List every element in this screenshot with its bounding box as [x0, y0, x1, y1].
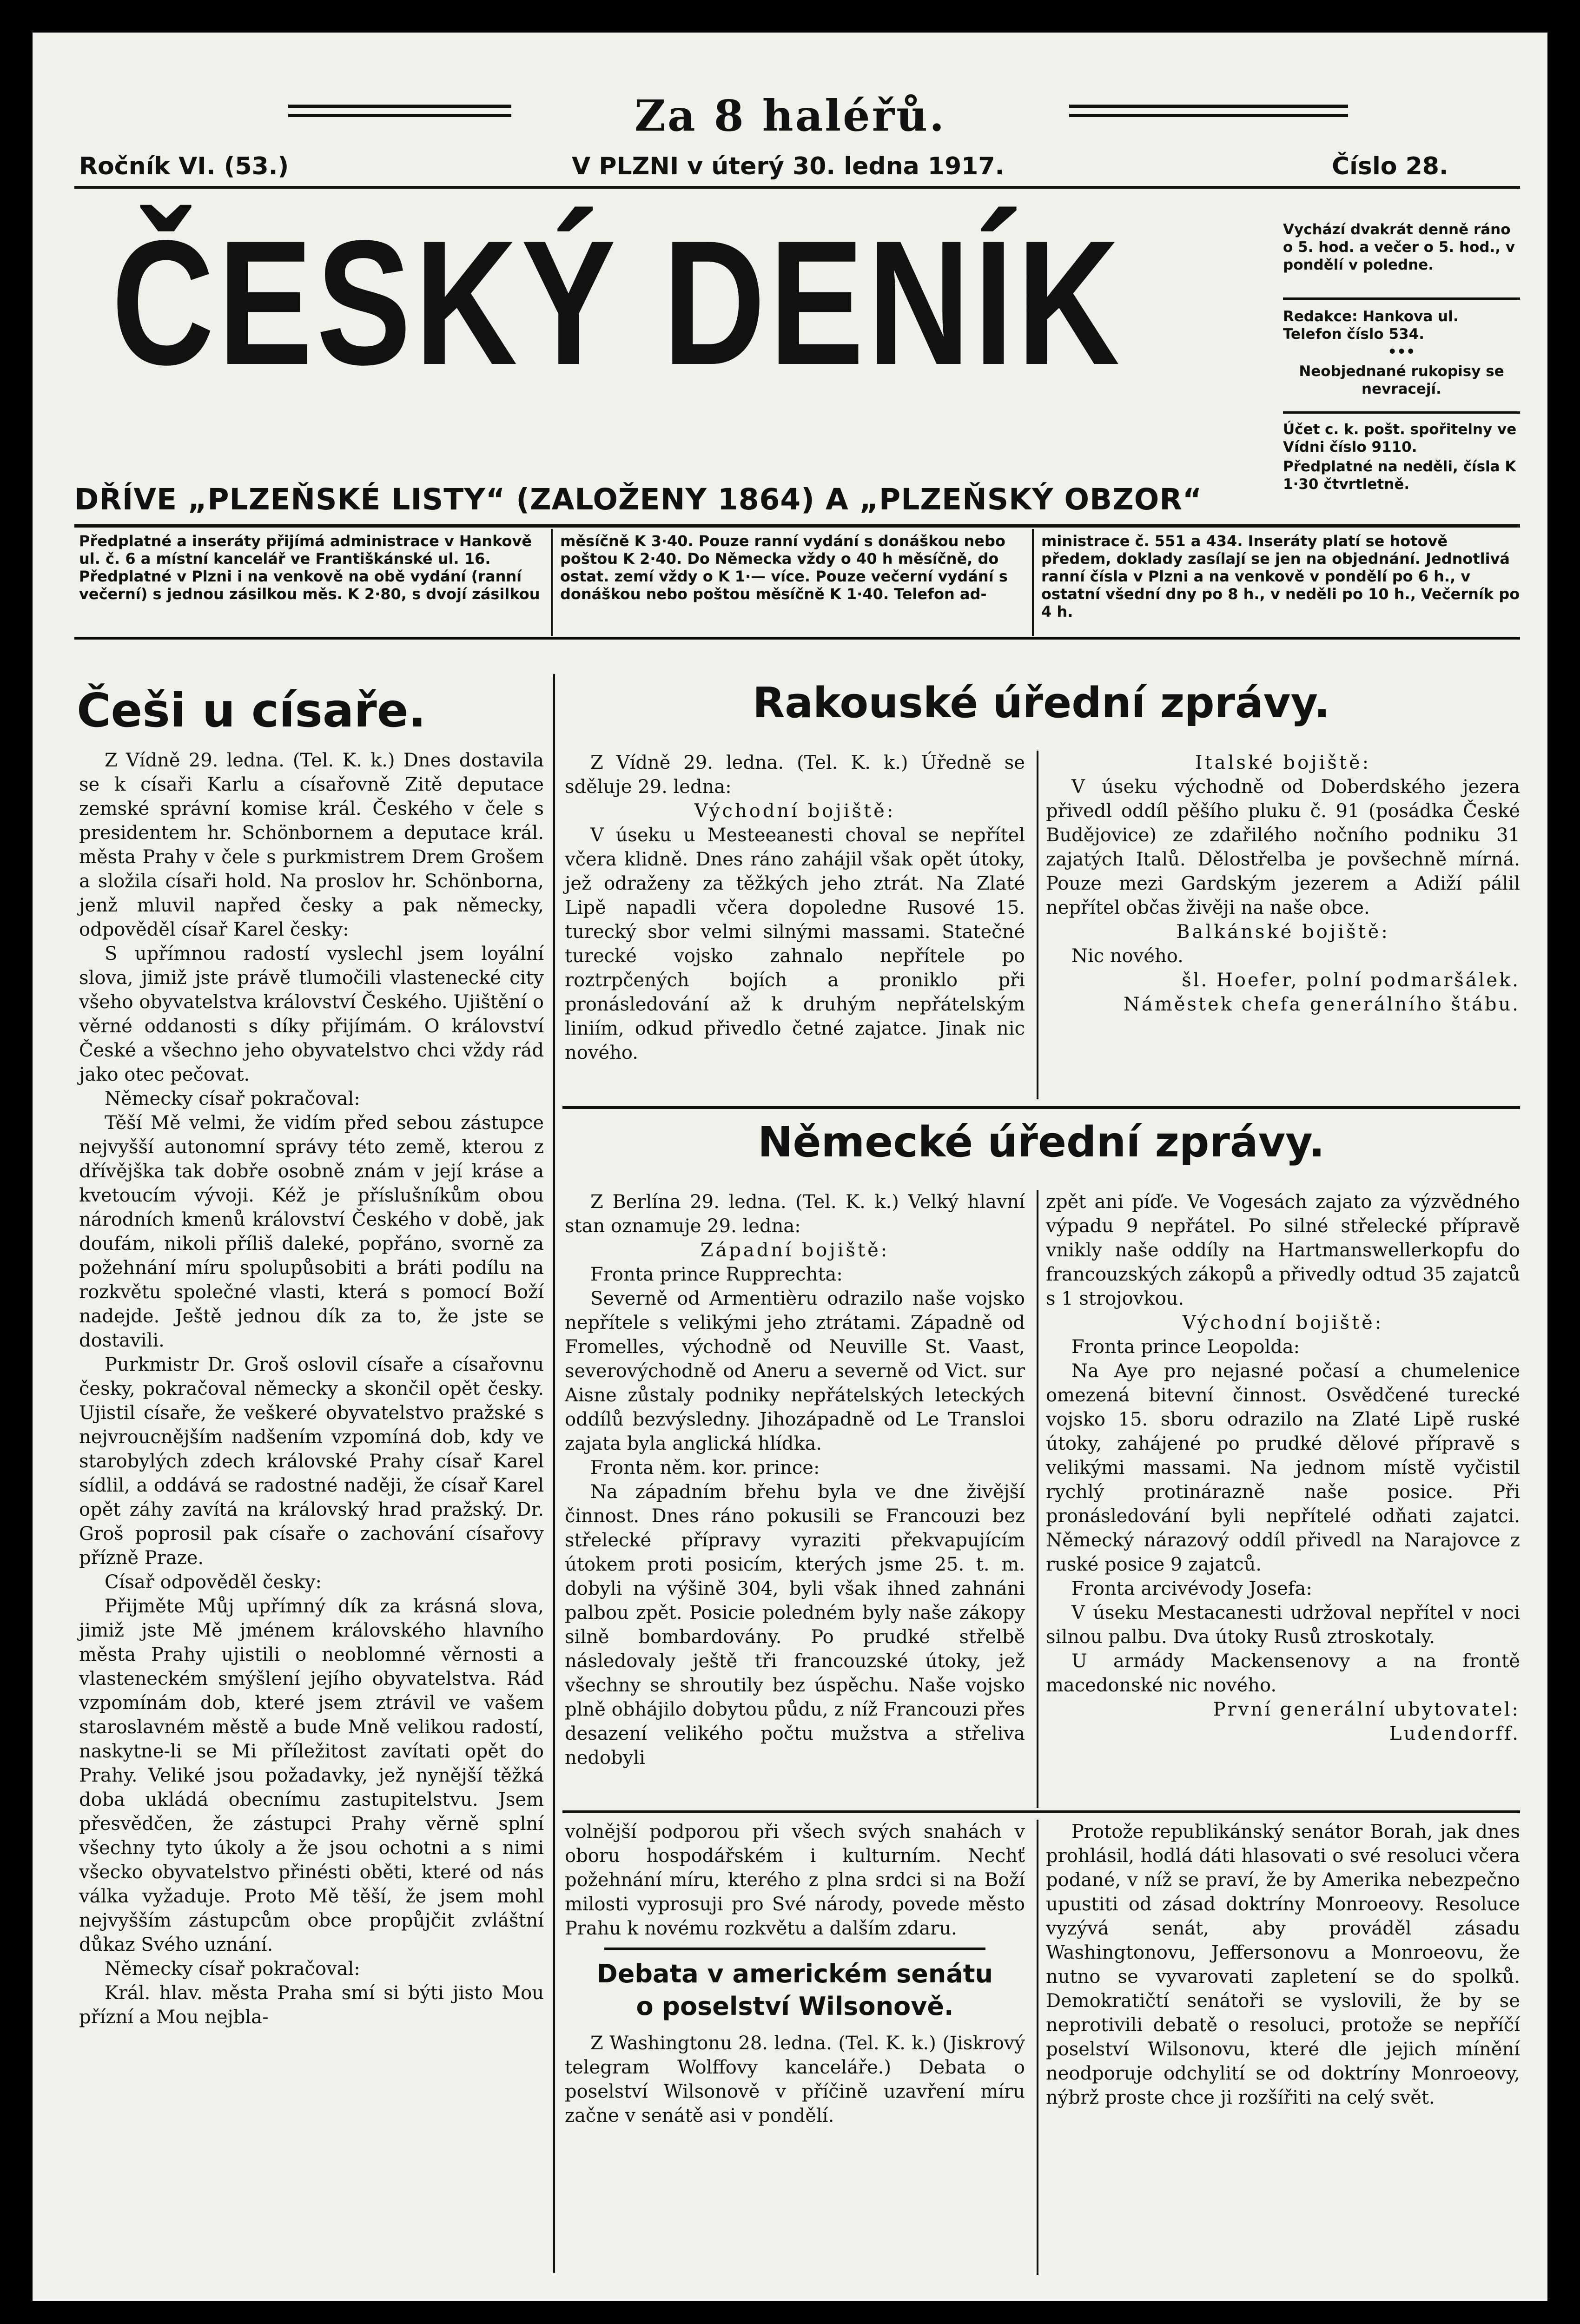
article1-paragraph: Z Vídně 29. ledna. (Tel. K. k.) Dnes dostavila se k císaři Karlu a císařovně Zitě deputace zemské správní komise král. Českého v čele s presidentem hr. Schönbornem a deputace král. města Prahy v čele s purkmistrem Drem Grošem a složila císaři hold. Na proslov hr. Schönborna, jenž mluvil napřed česky a pak německy, odpověděl císař Karel česky:: [79, 750, 544, 940]
meta-rule: [74, 186, 1520, 189]
subscription-divider-1: [551, 529, 553, 636]
header-rule-top: [74, 524, 1520, 528]
article3-signature-title: První generální ubytovatel:: [1213, 1699, 1520, 1720]
article2-left: [565, 751, 1025, 1065]
continuation-paragraph: volnější podporou při všech svých snahách v oboru hospodářském i kulturním. Nechť požehnání míru, kterého z plna srdci si na Boží milosti vyprosuji pro Své národy, povede město Prahu k novému rozkvětu a dalším zdaru.: [565, 1821, 1025, 1939]
article3-section-heading: Západní bojiště:: [700, 1240, 890, 1261]
article1-paragraph: Německy císař pokračoval:: [105, 1958, 360, 1980]
article2-section-heading: Balkánské bojiště:: [1176, 921, 1390, 943]
price-rule-right: [1069, 105, 1348, 108]
column-divider-left: [553, 674, 555, 2273]
article4-body: [565, 2031, 1025, 2128]
article2-bottom-rule: [562, 1106, 1520, 1109]
article1-continuation: [565, 1820, 1025, 1941]
article1-paragraph: Těší Mě velmi, že vidím před sebou zástupce nejvyšší autonomní správy této země, kterou z dřívějška tak dobře osobně znám v její kráse a kvetoucím vývoji. Kéž je příslušníkům obou národních kmenů království Českého v době, jak doufám, nikoli příliš daleké, popřáno, svorně za požehnání míru spolupůsobiti a bráti podílu na rozkvětu společné vlasti, která s pomocí Boží nadejde. Ještě jednou dík za to, že jste se dostavili.: [79, 1112, 544, 1351]
article3-front-heading: Fronta prince Leopolda:: [1071, 1336, 1300, 1358]
subscription-col-3: ministrace č. 551 a 434. Inseráty platí se hotově předem, doklady zasílají se jen na objednání. Jednotlivá ranní čísla v Plzni a na venkově v pondělí po 6 h., v ostatní všední dny po 8 h., v neděli po 10 h., Večerník po 4 h.: [1041, 532, 1520, 621]
price-line: Za 8 haléřů.: [634, 91, 946, 141]
continuation-end-rule: [604, 1948, 985, 1950]
subscription-divider-2: [1032, 529, 1034, 636]
article1-paragraph: Císař odpověděl česky:: [105, 1571, 322, 1593]
postal-account: Účet c. k. pošt. spořitelny ve Vídni číslo 9110.: [1283, 421, 1517, 456]
side-dots: •••: [1388, 343, 1415, 360]
article3-paragraph: U armády Mackensenovy a na frontě macedonské nic nového.: [1046, 1651, 1520, 1696]
newspaper-page: [33, 33, 1547, 2301]
subscription-col-1: Předplatné a inseráty přijímá administrace v Hankově ul. č. 6 a místní kancelář ve Františkánské ul. 16. Předplatné v Plzni i na venkově na obě vydání (ranní večerní) s jednou zásilkou měs. K 2·80, s dvojí zásilkou: [79, 532, 540, 603]
article3-front-heading: Fronta něm. kor. prince:: [590, 1457, 820, 1479]
article3-paragraph: V úseku Mestacanesti udržoval nepřítel v noci silnou palbu. Dva útoky Rusů ztroskotaly.: [1046, 1602, 1520, 1648]
article3-paragraph: Na Aye pro nejasné počasí a chumelenice omezená bitevní činnost. Osvědčené turecké vojsko 15. sboru odrazilo na Zlaté Lipě ruské útoky, zahájené po prudké dělové přípravě s velikými massami. Na jednom místě vyčistil rychlý protinárazně naše posice. Při pronásledování byli nepřítelé odňati zajatci. Německý nárazový oddíl přivedl na Narajovce z ruské posice 9 zajatců.: [1046, 1360, 1520, 1575]
price-rule-left-2: [288, 114, 511, 117]
price-rule-right-2: [1069, 114, 1348, 117]
article3-paragraph: Na západním břehu byla ve dne živější činnost. Dnes ráno pokusili se Francouzi bez střelecké přípravy vyraziti překvapujícím útokem proti posicím, kterých jsme 25. t. m. dobyli na výšině 304, byli však ihned zahnáni palbou zpět. Posicie poledném byly naše zákopy silně bombardovány. Po prudké střelbě následovaly ještě tři francouzské útoky, jež všechny se shroutily bez úspěchu. Naše vojsko plně obhájilo dobytou půdu, z níž Francouzi přes desazení velikého počtu mužstva a střeliva nedobyli: [565, 1481, 1025, 1769]
header-rule-bottom: [74, 637, 1520, 640]
side-rule-2: [1283, 411, 1520, 414]
article3-paragraph: zpět ani píďe. Ve Vogesách zajato za výzvědného výpadu 9 nepřátel. Po silné střelecké přípravě vnikly naše oddíly na Hartmanswellerkopfu do francouzských zákopů a přivedly odtud 35 zajatců s 1 strojovkou.: [1046, 1191, 1520, 1309]
column-divider-right: [1037, 1820, 1038, 2275]
article1-paragraph: Přijměte Můj upřímný dík za krásná slova, jimiž jste Mě jménem královského hlavního města Prahy ujistili o neoblomné věrnosti a vlasteneckém smýšlení jejího obyvatelstva. Rád vzpomínám dob, které jsem ztrávil ve vašem staroslavném městě a bude Mně velikou radostí, naskytne-li se Mi příležitost zavítati opět do Prahy. Veliké jsou požadavky, jež nynější těžká doba ukládá obecnímu zastupitelstvu. Jsem přesvědčen, že zástupci Prahy věrně splní všechny tyto úkoly a že jsou ochotni a s nimi všecko obyvatelstvo přinésti oběti, které od nás válka vyžaduje. Proto Mě těší, že jsem mohl nejvyšším zástupcům obce propůjčit zvláštní důkaz Svého uznání.: [79, 1596, 544, 1955]
issue-number: Číslo 28.: [1332, 152, 1448, 180]
article3-paragraph: Z Berlína 29. ledna. (Tel. K. k.) Velký hlavní stan oznamuje 29. ledna:: [565, 1191, 1025, 1237]
sunday-subscription: Předplatné na neděli, čísla K 1·30 čtvrtletně.: [1283, 458, 1516, 493]
article3-left: [565, 1190, 1025, 1770]
manuscripts-note: Neobjednané rukopisy se nevracejí.: [1299, 363, 1504, 397]
article2-title: Rakouské úřední zprávy.: [752, 679, 1330, 727]
editorial-address: Redakce: Hankova ul. Telefon číslo 534.: [1283, 308, 1459, 343]
article3-title: Německé úřední zprávy.: [758, 1118, 1325, 1167]
article3-front-heading: Fronta prince Rupprechta:: [590, 1264, 843, 1285]
article2-paragraph: Z Vídně 29. ledna. (Tel. K. k.) Úředně se sděluje 29. ledna:: [565, 752, 1025, 798]
article3-paragraph: Severně od Armentièru odrazilo naše vojsko nepřítele s velikými jeho ztrátami. Západně od Fromelles, východně od Neuville St. Vaast, severovýchodně od Aneru a severně od Vict. sur Aisne zůstaly podniky nepřátelských leteckých oddílů bezvýsledny. Jihozápadně od Le Transloi zajata byla anglická hlídka.: [565, 1288, 1025, 1454]
article3-divider: [1037, 1190, 1038, 1808]
article1-paragraph: Purkmistr Dr. Groš oslovil císaře a císařovnu česky, pokračoval německy a skončil opět česky. Ujistil císaře, že veškeré obyvatelstvo pražské s nejvroucnějším nadšením vzpomíná dob, kdy ve starobylých zdech královské Prahy císař Karel sídlil, a oddává se radostné naději, že císař Karel opět záhy zavítá na královský hrad pražský. Dr. Groš poprosil pak císaře o zachování císařovy přízně Praze.: [79, 1354, 544, 1569]
article3-bottom-rule: [562, 1810, 1520, 1813]
article4-title-line1: Debata v americkém senátu: [596, 1959, 993, 1988]
article1-paragraph: Německy císař pokračoval:: [105, 1088, 360, 1109]
article1-title: Češi u císaře.: [77, 683, 426, 738]
article2-divider: [1037, 751, 1038, 1099]
date-place: V PLZNI v úterý 30. ledna 1917.: [572, 152, 1005, 180]
article3-signature: Ludendorff.: [1389, 1723, 1520, 1744]
masthead-subtitle: DŘÍVE „PLZEŇSKÉ LISTY“ (ZALOŽENY 1864) A „PLZEŇSKÝ OBZOR“: [74, 482, 1203, 516]
article4-paragraph: Z Washingtonu 28. ledna. (Tel. K. k.) (Jiskrový telegram Wolffovy kanceláře.) Debata o poselství Wilsonově v příčině uzavření míru začne v senátě asi v pondělí.: [565, 2033, 1025, 2126]
article1-paragraph: S upřímnou radostí vyslechl jsem loyální slova, jimiž jste právě tlumočili vlastenecké city všeho obyvatelstva království Českého. Ujištění o věrné oddanosti s díky přijímám. O království České a všechno jeho obyvatelstvo chci vždy rád jako otec pečovat.: [79, 943, 544, 1085]
article2-right: [1046, 751, 1520, 1017]
article5-body: [1046, 1820, 1520, 2110]
subscription-col-2: měsíčně K 3·40. Pouze ranní vydání s donáškou nebo poštou K 2·40. Do Německa vždy o 40 h měsíčně, do ostat. zemí vždy o K 1·— více. Pouze večerní vydání s donáškou nebo poštou měsíčně K 1·40. Telefon ad-: [560, 532, 1008, 603]
article2-section-heading: Východní bojiště:: [694, 800, 896, 822]
article3-section-heading: Východní bojiště:: [1182, 1312, 1384, 1334]
article1-body: [79, 748, 544, 2029]
article2-signature-title: Náměstek chefa generálního štábu.: [1124, 994, 1520, 1015]
article2-paragraph: V úseku u Mesteeanesti choval se nepřítel včera klidně. Dnes ráno zahájil však opět útoky, jež odraženy za těžkých jeho ztrát. Na Zlaté Lipě napadli včera dopoledne Rusové 15. turecký sbor velmi silnými massami. Statečné turecké vojsko zahnalo nepřítele po roztrpčených bojích a proniklo při pronásledování až k druhým nepřátelským liniím, odkud přivedlo četné zajatce. Jinak nic nového.: [565, 825, 1025, 1063]
side-rule-1: [1283, 297, 1520, 300]
article2-paragraph: Nic nového.: [1071, 945, 1183, 967]
article5-paragraph: Protože republikánský senátor Borah, jak dnes prohlásil, hodlá dáti hlasovati o své resoluci včera podané, v níž se praví, že by Amerika nebezpečno upustiti od zásad doktríny Monroeovy. Resoluce vyzývá senát, aby prováděl zásadu Washingtonovu, Jeffersonovu a Monroeovu, že nutno se vyvarovati zapletení se do spolků. Demokratičtí senátoři se vyslovili, že by se neprotivili debatě o resoluci, protože se nepříčí poselství Wilsonovu, které dle jejich mínění neodporuje odchylití se od doktríny Monroeovy, nýbrž proste chce ji rozšířiti na celý svět.: [1046, 1821, 1520, 2108]
article2-signature: šl. Hoefer, polní podmaršálek.: [1182, 970, 1520, 991]
masthead-title: ČESKÝ DENÍK: [112, 203, 1124, 402]
volume-number: Ročník VI. (53.): [79, 152, 289, 180]
price-rule-left: [288, 105, 511, 108]
article3-front-heading: Fronta arcivévody Josefa:: [1071, 1578, 1312, 1599]
issue-info: Vychází dvakrát denně ráno o 5. hod. a večer o 5. hod., v pondělí v poledne.: [1283, 221, 1515, 273]
article2-section-heading: Italské bojiště:: [1195, 752, 1371, 773]
article2-paragraph: V úseku východně od Doberdského jezera přivedl oddíl pěšího pluku č. 91 (posádka České Budějovice) ze zdařilého nočního podniku 31 zajatých Italů. Dělostřelba je povšechně mírná. Pouze mezi Gardským jezerem a Adiží pálil nepřítel občas živěji na naše obce.: [1046, 776, 1520, 918]
article4-title-line2: o poselství Wilsonově.: [636, 1992, 954, 2021]
article3-right: [1046, 1190, 1520, 1746]
article1-paragraph: Král. hlav. města Praha smí si býti jisto Mou přízní a Mou nejbla-: [79, 1982, 544, 2028]
